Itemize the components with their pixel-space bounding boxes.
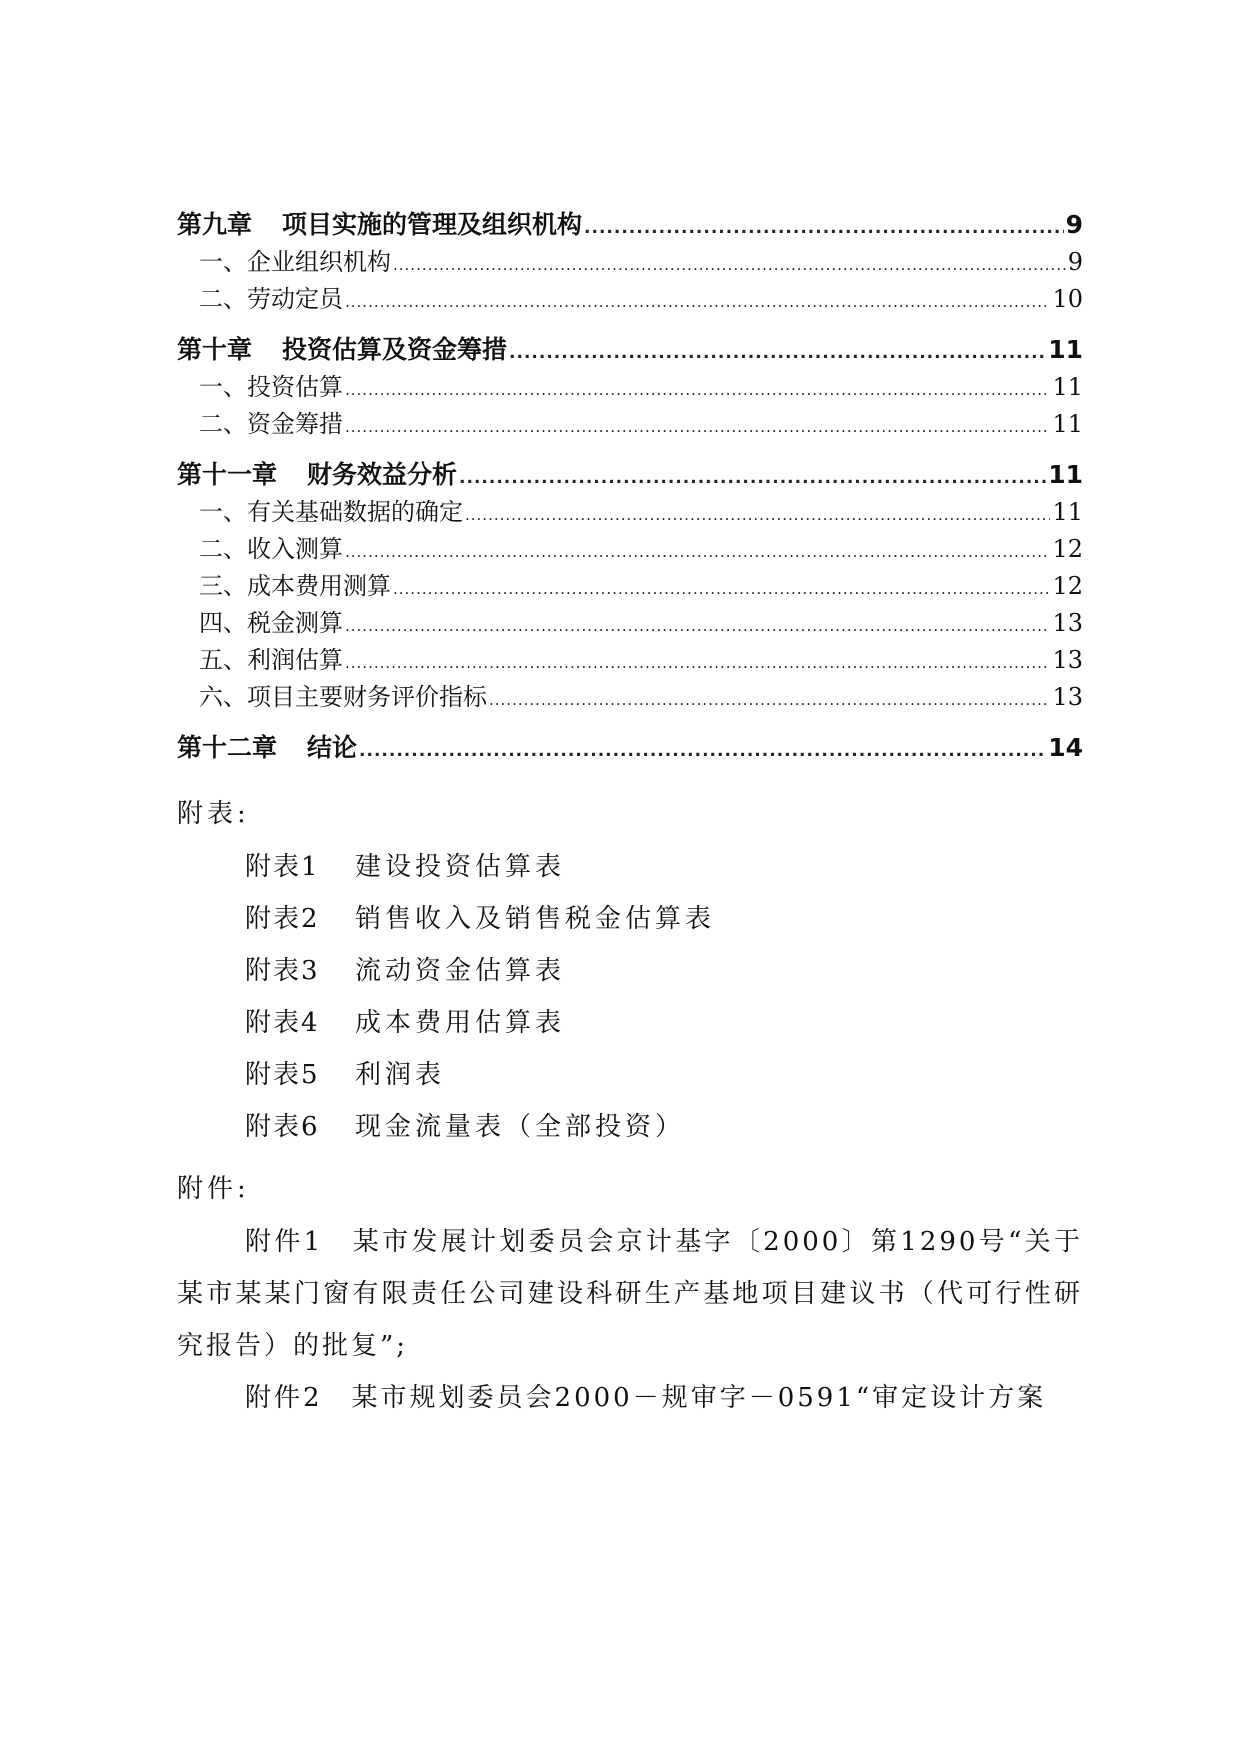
appendix-table-item	[245, 841, 1083, 893]
toc-dot-leader	[465, 497, 1050, 534]
toc-dot-leader	[509, 334, 1046, 373]
toc-section-entry	[177, 406, 1083, 443]
appendix-table-item	[245, 1101, 1083, 1153]
toc-entry-label: 四、税金测算	[199, 609, 343, 637]
toc-section-entry	[177, 244, 1083, 281]
attachments-heading: 附件:	[177, 1174, 250, 1204]
appendix-table-title: 销售收入及销售税金估算表	[355, 904, 716, 934]
toc-dot-leader	[345, 372, 1050, 409]
toc-page-number: 13	[1052, 609, 1083, 637]
appendix-table-code: 附表1	[245, 852, 320, 882]
toc-section-entry	[177, 642, 1083, 679]
toc-entry-label: 三、成本费用测算	[199, 572, 391, 600]
toc-chapter-title: 结论	[307, 733, 358, 762]
toc-entry-label: 二、资金筹措	[199, 410, 343, 438]
toc-section-entry	[177, 369, 1083, 406]
toc-chapter-title: 财务效益分析	[307, 460, 458, 489]
toc-page-number: 11	[1048, 460, 1083, 489]
toc-dot-leader	[345, 534, 1050, 571]
toc-dot-leader	[345, 409, 1050, 446]
toc-entry-label	[177, 728, 357, 767]
toc-page-number: 12	[1052, 535, 1083, 563]
appendix-tables-heading: 附表:	[177, 799, 250, 829]
appendix-table-title: 成本费用估算表	[355, 1008, 566, 1038]
attachment-item: 附件2 某市规划委员会2000－规审字－0591“审定设计方案	[245, 1383, 1047, 1413]
appendix-table-title: 流动资金估算表	[355, 956, 566, 986]
toc-chapter-entry	[177, 455, 1083, 494]
toc-entry-label	[177, 205, 582, 244]
toc-page-number: 9	[1067, 248, 1083, 276]
toc-chapter-entry	[177, 330, 1083, 369]
toc-chapter-entry	[177, 205, 1083, 244]
toc-dot-leader	[359, 732, 1046, 771]
toc-page-number: 11	[1048, 335, 1083, 364]
toc-page-number: 11	[1052, 498, 1083, 526]
appendix-table-item	[245, 997, 1083, 1049]
toc-section-entry	[177, 679, 1083, 716]
attachments	[177, 1170, 1083, 1424]
toc-dot-leader	[393, 247, 1066, 284]
toc-entry-label: 六、项目主要财务评价指标	[199, 683, 487, 711]
toc-dot-leader	[584, 209, 1064, 248]
appendix-table-title: 建设投资估算表	[355, 852, 566, 882]
toc-dot-leader	[459, 459, 1046, 498]
toc-entry-label: 二、收入测算	[199, 535, 343, 563]
appendix-table-item	[245, 1049, 1083, 1101]
appendix-table-code: 附表5	[245, 1060, 320, 1090]
toc-page-number: 13	[1052, 646, 1083, 674]
toc-page-number: 11	[1052, 410, 1083, 438]
toc-page-number: 14	[1048, 733, 1083, 762]
toc-entry-label: 五、利润估算	[199, 646, 343, 674]
appendix-tables-list	[177, 841, 1083, 1153]
toc-page-number: 12	[1052, 572, 1083, 600]
toc-entry-label: 一、有关基础数据的确定	[199, 498, 463, 526]
toc-entry-label: 二、劳动定员	[199, 285, 343, 313]
toc-page-number: 13	[1052, 683, 1083, 711]
toc-section-entry	[177, 281, 1083, 318]
toc-chapter-title: 投资估算及资金筹措	[282, 335, 508, 364]
attachments-list	[177, 1216, 1083, 1424]
toc-section-entry	[177, 568, 1083, 605]
toc-dot-leader	[489, 682, 1050, 719]
toc-section-entry	[177, 494, 1083, 531]
toc-chapter-number: 第十一章	[177, 460, 278, 489]
toc-entry-label	[177, 455, 457, 494]
appendix-tables	[177, 795, 1083, 1153]
appendix-table-item	[245, 893, 1083, 945]
toc-dot-leader	[345, 284, 1050, 321]
appendix-table-code: 附表2	[245, 904, 320, 934]
toc-entry-label: 一、企业组织机构	[199, 248, 391, 276]
toc-section-entry	[177, 605, 1083, 642]
toc-chapter-number: 第十章	[177, 335, 253, 364]
toc-section-entry	[177, 531, 1083, 568]
appendix-table-title: 现金流量表（全部投资）	[355, 1112, 686, 1142]
appendix-table-title: 利润表	[355, 1060, 446, 1090]
toc-page-number: 10	[1052, 285, 1083, 313]
toc-page-number: 9	[1065, 210, 1083, 239]
toc-chapter-number: 第九章	[177, 210, 253, 239]
attachment-item: 附件1 某市发展计划委员会京计基字〔2000〕第1290号“关于某市某某门窗有限责任公司建设科研生产基地项目建议书（代可行性研究报告）的批复”;	[177, 1227, 1083, 1361]
toc-dot-leader	[393, 571, 1050, 608]
table-of-contents	[177, 205, 1083, 767]
toc-page-number: 11	[1052, 373, 1083, 401]
appendix-table-code: 附表4	[245, 1008, 320, 1038]
appendix-table-item	[245, 945, 1083, 997]
toc-entry-label: 一、投资估算	[199, 373, 343, 401]
toc-entry-label	[177, 330, 507, 369]
toc-chapter-entry	[177, 728, 1083, 767]
toc-chapter-title: 项目实施的管理及组织机构	[282, 210, 583, 239]
appendix-table-code: 附表6	[245, 1112, 320, 1142]
toc-dot-leader	[345, 608, 1050, 645]
toc-chapter-number: 第十二章	[177, 733, 278, 762]
toc-dot-leader	[345, 645, 1050, 682]
appendix-table-code: 附表3	[245, 956, 320, 986]
